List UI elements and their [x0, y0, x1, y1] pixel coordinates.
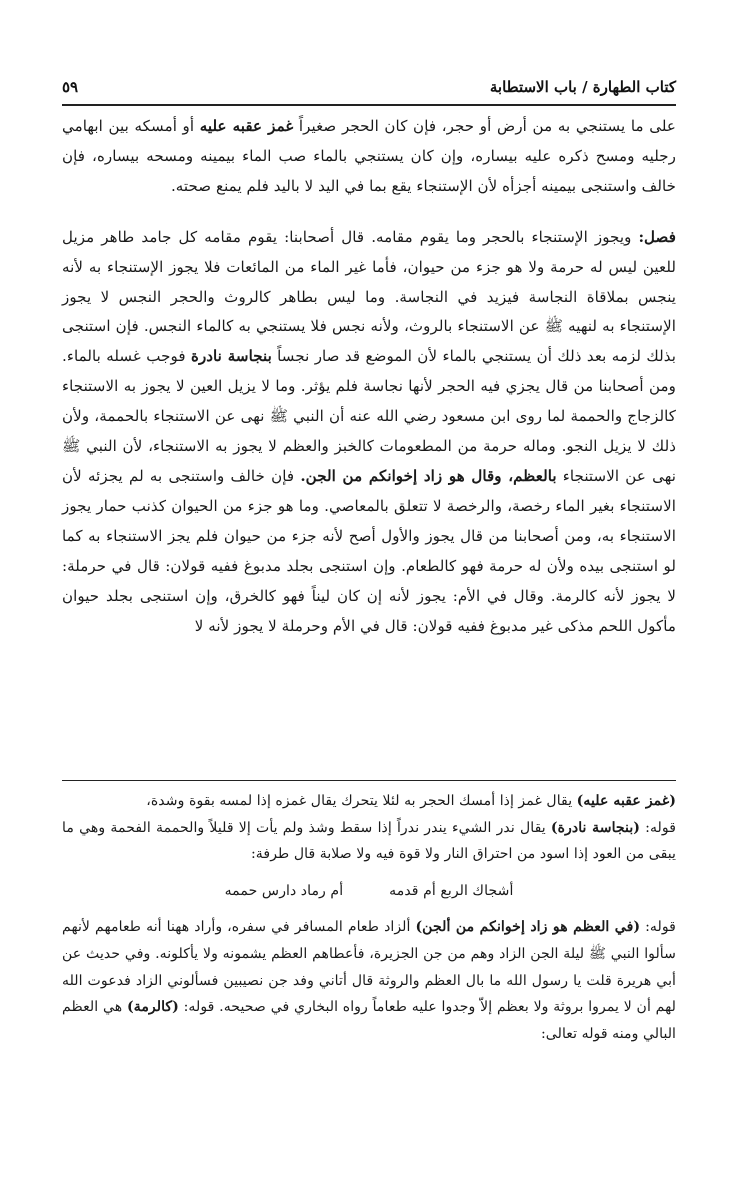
bold-run: فصل: [638, 227, 676, 246]
text-run: هي العظم البالي ومنه قوله تعالى: [62, 999, 676, 1042]
text-run: فوجب غسله بالماء. ومن أصحابنا من قال يجزي فيه الحجر لأنها نجاسة فلم يؤثر. وما لا يزيل العين لا يجوز به الاستنجاء كالزجاج والحممة لما روى ابن مسعود رضي الله عنه أن النبي ﷺ نهى عن الاستنجاء بالحممة، ولأن ذلك لا يزيل النجو. وماله حرمة من المطعومات كالخبز والعظم لا يجوز به الاستنجاء، لأن النبي ﷺ نهى عن الاستنجاء [62, 347, 676, 485]
text-run: يقال ندر الشيء يندر ندراً إذا سقط وشذ ولم يأت إلا قليلاً والحممة الفحمة وهي ما يبقى من العود إذا اسود من احتراق النار ولا قوة فيه ولا صلابة قال طرفة: [62, 819, 676, 863]
header-rule [62, 104, 676, 106]
text-run: قوله: [640, 819, 676, 836]
main-text [62, 112, 676, 641]
bold-run: (كالرمة) [127, 999, 179, 1016]
bold-run: غمز عقبه عليه [199, 117, 294, 135]
text-run: ألزاد طعام المسافر في سفره، وأراد ههنا أنه طعامهم لأنهم سألوا النبي ﷺ ليلة الجن الزاد وهم من جن الجزيرة، فأعطاهم العظم يشمونه ولا يأكلونه. وفي حديث عن أبي هريرة قلت يا رسول الله ما بال العظم والروثة قال أتاني وفد جن نصيبين فسألوني الزاد فدعوت الله لهم أن لا يمروا بروثة ولا بعظم إلاّ وجدوا عليه طعاماً رواه البخاري في صحيحه. قوله: [62, 919, 676, 1016]
paragraph-fasl [62, 223, 676, 642]
footnote [62, 788, 676, 815]
page-number: ٥٩ [62, 78, 79, 96]
chapter-title: كتاب الطهارة / باب الاستطابة [489, 78, 676, 96]
text-run: فإن خالف واستنجى به لم يجزئه لأن الاستنجاء بغير الماء رخصة، والرخصة لا تتعلق بالمعاصي. وما هو جزء من الحيوان كذنب حمار يجوز الاستنجاء به، ومن أصحابنا من قال يجوز والأول أصح لأنه جزء من حيوان فلم يجز الاستنجاء به كما لو استنجى بيده ولأن له حرمة فهو كالطعام. وإن استنجى بجلد مدبوغ ففيه قولان: قال في حرملة: لا يجوز لأنه كالرمة. وقال في الأم: يجوز لأنه إن كان ليناً فهو كالخرق، وإن استنجى بجلد حيوان مأكول اللحم مذكى غير مدبوغ ففيه قولان: قال في الأم وحرملة لا يجوز لأنه لا [62, 466, 676, 635]
footnote [62, 815, 676, 868]
verse-second-hemistich: أم رماد دارس حممه [224, 882, 344, 899]
text-run: يقال غمز إذا أمسك الحجر به لئلا يتحرك يقال غمزه إذا لمسه بقوة وشدة، [146, 793, 577, 809]
bold-run: (غمز عقبه عليه) [576, 793, 676, 809]
text-run: ويجوز الإستنجاء بالحجر وما يقوم مقامه. قال أصحابنا: يقوم مقامه كل جامد طاهر مزيل للعين ليس له حرمة ولا هو جزء من حيوان، فأما غير الماء من المائعات فلا يجوز الإستنجاء به لأنه ينجس بملاقاة النجاسة فيزيد في النجاسة. وما ليس بطاهر كالروث والحجر النجس لا يجوز الإستنجاء به لنهيه ﷺ عن الاستنجاء بالروث، ولأنه نجس فلا يستنجي به كالماء النجس. فإن استنجى بذلك لزمه بعد ذلك أن يستنجي بالماء لأن الموضع قد صار نجساً [62, 227, 677, 366]
text-run: أو أمسكه بين ابهامي رجليه ومسح ذكره عليه بيساره، وإن كان يستنجي بالماء صب الماء بيمينه ومسحه بيساره، فإن خالف واستنجى بيمينه أجزأه لأن الإستنجاء يقع بما في اليد لا باليد فلم يمنع صحته. [62, 117, 676, 195]
bold-run: (في العظم هو زاد إخوانكم من ألجن) [415, 919, 641, 936]
footnote [62, 914, 676, 1047]
paragraph [62, 112, 676, 202]
footnote-separator [62, 780, 676, 781]
running-header [62, 72, 676, 102]
bold-run: بالعظم، وقال هو زاد إخوانكم من الجن. [300, 466, 557, 485]
footnotes [62, 788, 676, 1047]
text-run: قوله: [640, 919, 676, 936]
bold-run: بنجاسة نادرة [190, 347, 272, 366]
verse-first-hemistich: أشجاك الربع أم قدمه [389, 882, 514, 899]
bold-run: (بنجاسة نادرة) [550, 819, 640, 836]
text-run: على ما يستنجي به من أرض أو حجر، فإن كان الحجر صغيراً [293, 117, 676, 135]
poetry-verse [62, 878, 676, 905]
